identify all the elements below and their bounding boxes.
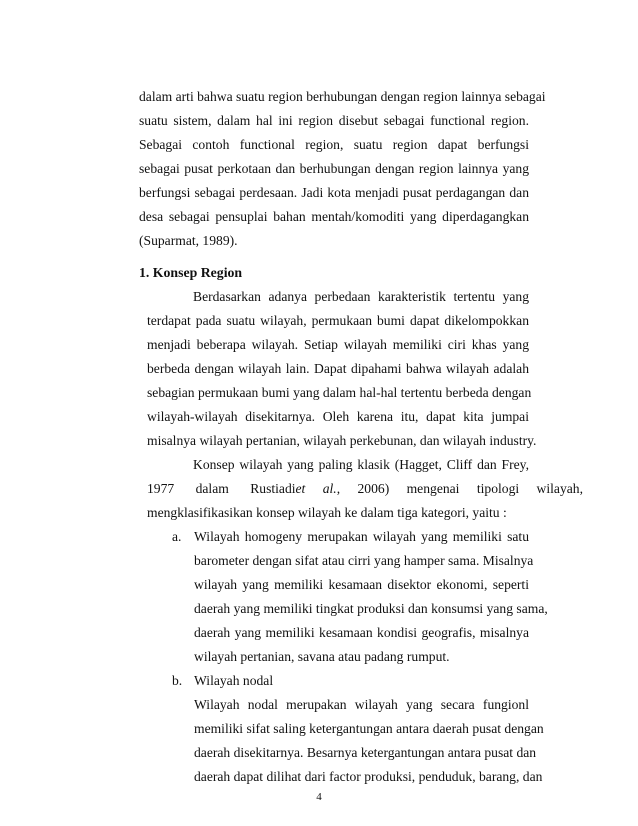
list-marker: a. — [172, 529, 182, 544]
text-line: berfungsi sebagai perdesaan. Jadi kota menjadi pusat perdagangan dan — [139, 185, 529, 200]
text-line: desa sebagai pensuplai bahan mentah/komoditi yang diperdagangkan — [139, 209, 529, 224]
list-item-title: Wilayah nodal — [194, 673, 274, 688]
citation-rest — [296, 481, 583, 497]
text-line: sebagai pusat perkotaan dan berhubungan dengan region lainnya yang — [139, 161, 529, 176]
text-line: (Suparmat, 1989). — [139, 233, 238, 248]
text-line: dalam arti bahwa suatu region berhubungan dengan region lainnya sebagai — [139, 89, 546, 104]
text-line: wilayah pertanian, savana atau padang rumput. — [194, 649, 450, 664]
text-line: daerah yang memiliki kesamaan kondisi geografis, misalnya — [194, 625, 529, 640]
text-line: daerah yang memiliki tingkat produksi dan konsumsi yang sama, — [194, 601, 548, 616]
section-heading: 1. Konsep Region — [139, 265, 243, 280]
text-line: berbeda dengan wilayah lain. Dapat dipahami bahwa wilayah adalah — [147, 361, 529, 376]
text-line: mengklasifikasikan konsep wilayah ke dalam tiga kategori, yaitu : — [147, 505, 507, 520]
text-line: suatu sistem, dalam hal ini region disebut sebagai functional region. — [139, 113, 529, 128]
text-line: wilayah-wilayah disekitarnya. Oleh karena itu, dapat kita jumpai — [147, 409, 529, 424]
text-line: daerah disekitarnya. Besarnya ketergantungan antara pusat dan — [194, 745, 537, 760]
text-line: memiliki sifat saling ketergantungan antara daerah pusat dengan — [194, 721, 544, 736]
page-number: 4 — [316, 791, 322, 803]
citation-text: 1977 dalam Rustiadi — [147, 481, 296, 496]
text-line-with-citation — [147, 481, 583, 497]
citation-etal: et al. — [295, 481, 337, 496]
text-line: Konsep wilayah yang paling klasik (Hagget, Cliff dan Frey, — [193, 457, 529, 472]
text-line: barometer dengan sifat atau cirri yang hamper sama. Misalnya — [194, 553, 534, 568]
text-line: Berdasarkan adanya perbedaan karakteristik tertentu yang — [193, 289, 529, 304]
text-line: misalnya wilayah pertanian, wilayah perkebunan, dan wilayah industry. — [147, 433, 537, 448]
citation-tail: , 2006) mengenai tipologi wilayah, — [336, 481, 583, 496]
text-line: Sebagai contoh functional region, suatu region dapat berfungsi — [139, 137, 529, 152]
text-line: terdapat pada suatu wilayah, permukaan bumi dapat dikelompokkan — [147, 313, 529, 328]
text-line: Wilayah nodal merupakan wilayah yang secara fungionl — [194, 697, 529, 712]
list-marker: b. — [172, 673, 183, 688]
text-line: wilayah yang memiliki kesamaan disektor ekonomi, seperti — [194, 577, 529, 592]
text-line: Wilayah homogeny merupakan wilayah yang memiliki satu — [194, 529, 529, 544]
text-line: menjadi beberapa wilayah. Setiap wilayah memiliki ciri khas yang — [147, 337, 529, 352]
text-line: sebagian permukaan bumi yang dalam hal-hal tertentu berbeda dengan — [147, 385, 532, 400]
text-line: daerah dapat dilihat dari factor produksi, penduduk, barang, dan — [194, 769, 543, 784]
